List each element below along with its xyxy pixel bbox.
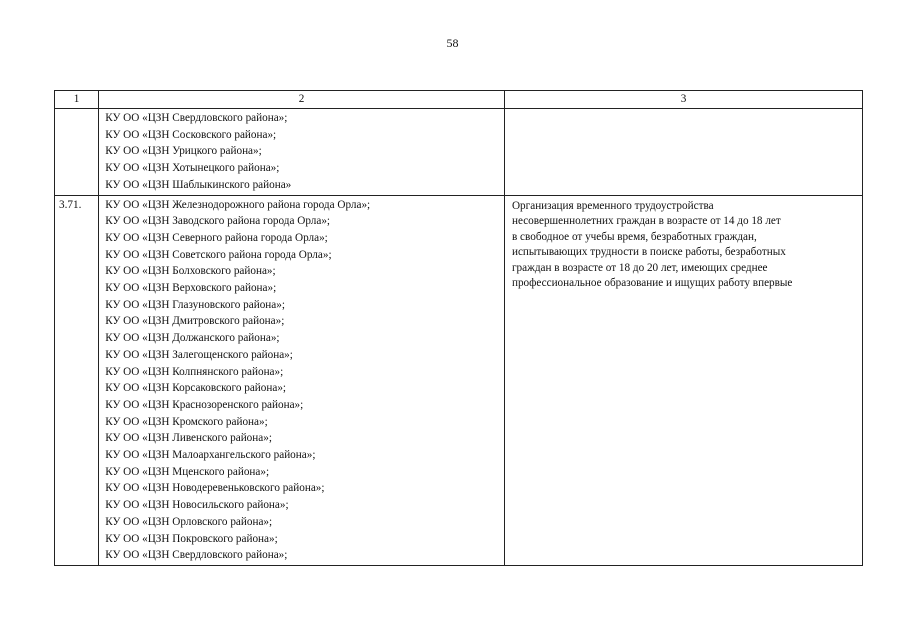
column-header-1: 1 <box>55 91 99 109</box>
list-item: КУ ОО «ЦЗН Колпнянского района»; <box>105 365 284 378</box>
list-item: КУ ОО «ЦЗН Шаблыкинского района» <box>105 178 292 191</box>
row-number: 3.71. <box>55 195 99 565</box>
page-number: 58 <box>446 36 459 50</box>
list-item: КУ ОО «ЦЗН Должанского района»; <box>105 332 280 345</box>
list-item: КУ ОО «ЦЗН Малоархангельского района»; <box>105 449 316 462</box>
description-line: несовершеннолетних граждан в возрасте от 14 до 18 лет <box>511 215 781 228</box>
table-row-continued <box>55 109 863 196</box>
list-item: КУ ОО «ЦЗН Урицкого района»; <box>105 145 262 158</box>
description-line: Организация временного трудоустройства <box>511 199 714 212</box>
list-item: КУ ОО «ЦЗН Верховского района»; <box>105 282 277 295</box>
description-cell <box>504 195 862 565</box>
list-item: КУ ОО «ЦЗН Новосильского района»; <box>105 499 289 512</box>
list-item: КУ ОО «ЦЗН Сосковского района»; <box>105 128 277 141</box>
list-item: КУ ОО «ЦЗН Хотынецкого района»; <box>105 162 280 175</box>
document-table <box>54 90 863 566</box>
list-item: КУ ОО «ЦЗН Залегощенского района»; <box>105 348 293 361</box>
list-item: КУ ОО «ЦЗН Дмитровского района»; <box>105 315 285 328</box>
description-line: граждан в возрасте от 18 до 20 лет, имеющих среднее <box>511 261 768 274</box>
description-line: в свободное от учебы время, безработных граждан, <box>511 230 757 243</box>
row-number <box>55 109 99 196</box>
list-item: КУ ОО «ЦЗН Новодеревеньковского района»; <box>105 482 325 495</box>
table-header-row <box>55 91 863 109</box>
list-item: КУ ОО «ЦЗН Советского района города Орла»; <box>105 248 332 261</box>
list-item: КУ ОО «ЦЗН Свердловского района»; <box>105 549 288 562</box>
list-item: КУ ОО «ЦЗН Заводского района города Орла»; <box>105 215 331 228</box>
column-header-2: 2 <box>99 91 505 109</box>
list-item: КУ ОО «ЦЗН Корсаковского района»; <box>105 382 287 395</box>
list-item: КУ ОО «ЦЗН Орловского района»; <box>105 515 273 528</box>
description-cell <box>504 109 862 196</box>
description-line: испытывающих трудности в поиске работы, безработных <box>511 246 786 259</box>
list-item: КУ ОО «ЦЗН Северного района города Орла»; <box>105 231 328 244</box>
list-item: КУ ОО «ЦЗН Покровского района»; <box>105 532 278 545</box>
list-item: КУ ОО «ЦЗН Свердловского района»; <box>105 112 288 124</box>
list-item: КУ ОО «ЦЗН Глазуновского района»; <box>105 298 285 311</box>
column-header-3: 3 <box>504 91 862 109</box>
organization-list <box>99 109 505 196</box>
list-item: КУ ОО «ЦЗН Кромского района»; <box>105 415 268 428</box>
list-item: КУ ОО «ЦЗН Железнодорожного района города Орла»; <box>105 198 371 211</box>
list-item: КУ ОО «ЦЗН Мценского района»; <box>105 465 270 478</box>
list-item: КУ ОО «ЦЗН Ливенского района»; <box>105 432 272 445</box>
organization-list <box>99 195 505 565</box>
list-item: КУ ОО «ЦЗН Краснозоренского района»; <box>105 398 304 411</box>
list-item: КУ ОО «ЦЗН Болховского района»; <box>105 265 276 278</box>
description-line: профессиональное образование и ищущих работу впервые <box>511 277 793 290</box>
table-row-3-71 <box>55 195 863 565</box>
